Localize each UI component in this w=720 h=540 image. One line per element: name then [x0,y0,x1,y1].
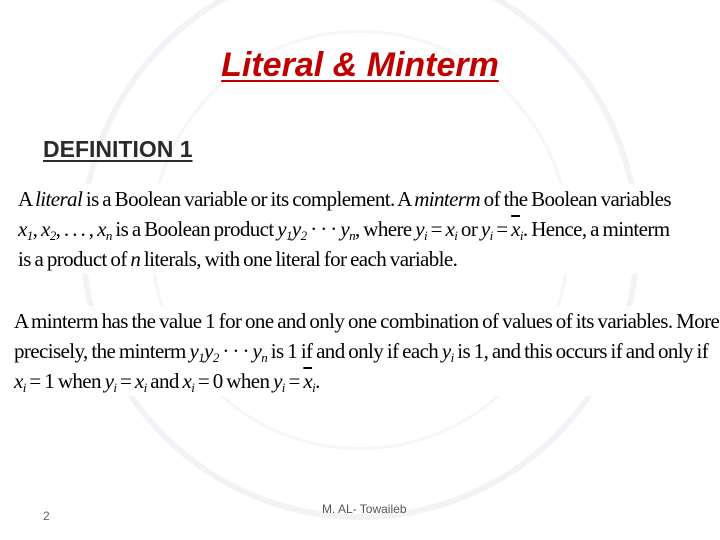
minterm-value-paragraph [14,306,719,396]
minterm-line-2: precisely, the minterm $y_1y_2$ · · · $y_n$ is 1 if and only if each $y_i$ is 1, and this occurs if and only if [14,339,709,365]
slide-page-number: 2 [43,509,50,523]
slide-title: Literal & Minterm [221,46,499,84]
definition-paragraph [18,184,671,274]
definition-line-1: A literal is a Boolean variable or its complement. A minterm of the Boolean variables [18,187,671,211]
complement-x: $\overline{x}$ [303,369,313,393]
minterm-line-3: $x_i = 1$ when $y_i = x_i$ and $x_i = 0$ when $y_i = \overline{x}_i$. [14,369,320,395]
definition-line-2: $x_1$, $x_2$, . . . , $x_n$ is a Boolean product $y_1y_2$ · · · $y_n$, where $y_i = x_i$ or $y_i = \overline{x}_i$. Hence, a minterm [18,217,670,243]
slide-author: M. AL- Towaileb [322,502,407,516]
term-minterm: minterm [414,187,481,211]
definition-heading: DEFINITION 1 [43,136,193,162]
minterm-line-1: A minterm has the value 1 for one and only one combination of values of its variables. More [14,309,720,333]
definition-line-3: is a product of n literals, with one literal for each variable. [18,247,458,271]
complement-x: $\overline{x}$ [511,217,520,241]
term-literal: literal [35,187,83,211]
